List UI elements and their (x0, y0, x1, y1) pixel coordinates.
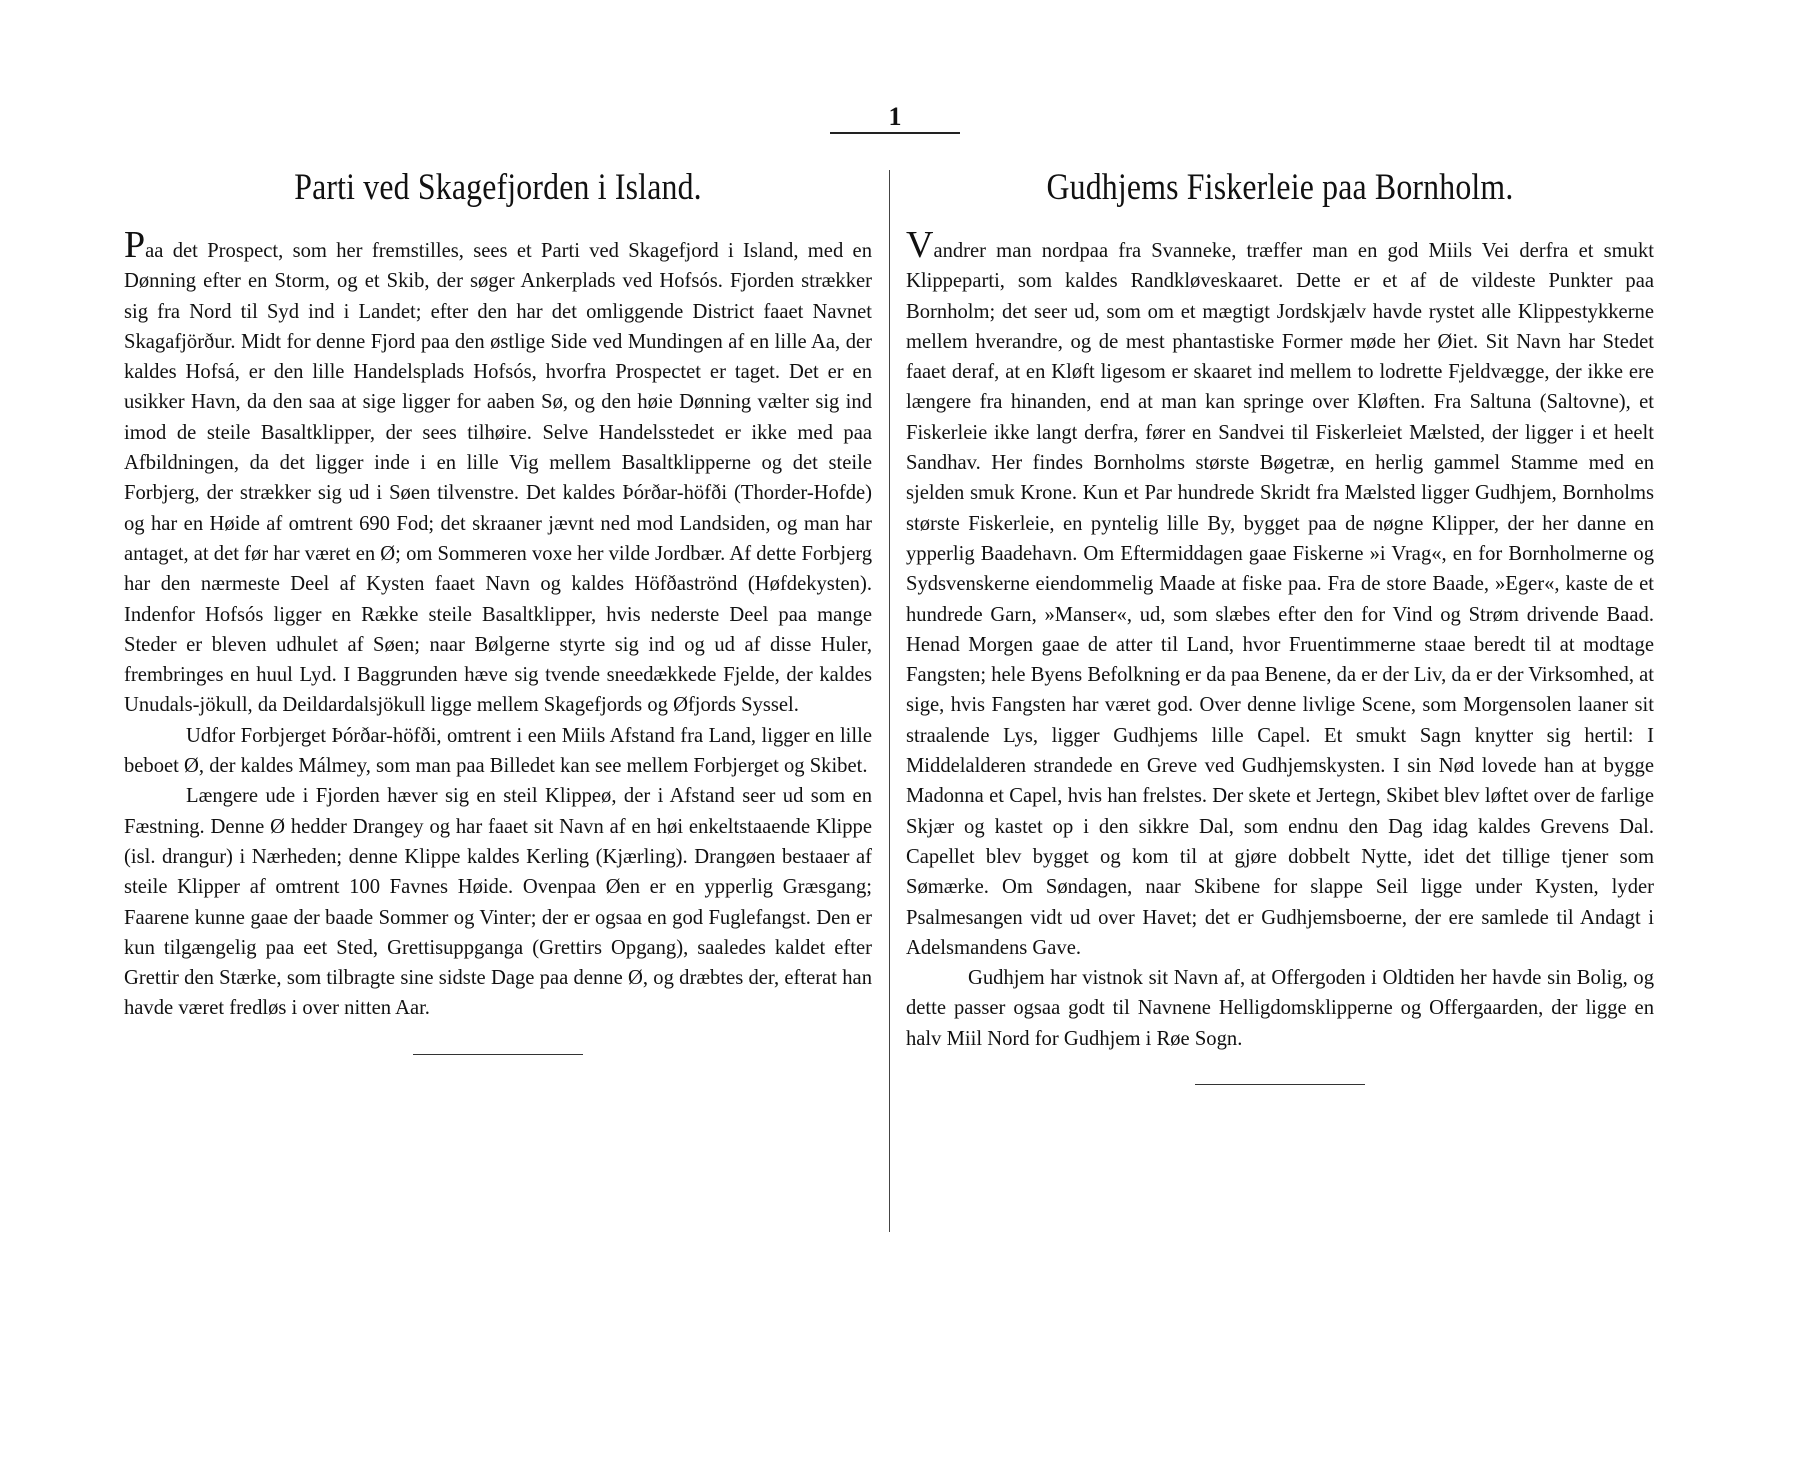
left-article-end-rule (413, 1054, 583, 1055)
right-article-paragraph-2: Gudhjem har vistnok sit Navn af, at Offergoden i Oldtiden her havde sin Bolig, og dette passer ogsaa godt til Navnene Helligdomsklipperne og Offergaarden, der ligge en halv Miil Nord for Gudhjem i Røe Sogn. (906, 967, 1654, 1050)
right-article-paragraph-1: Vandrer man nordpaa fra Svanneke, træffer man en god Miils Vei derfra et smukt Klippeparti, som kaldes Randkløveskaaret. Dette er et af de vildeste Punkter paa Bornholm; det seer ud, som om et mægtigt Jordskjælv havde rystet alle Klippestykkerne mellem hverandre, og de mest phantastiske Former møde her Øiet. Sit Navn har Stedet faaet deraf, at en Kløft ligesom er skaaret ind mellem to lodrette Fjeldvægge, der ikke ere længere fra hinanden, end at man kan springe over Kløften. Fra Saltuna (Saltovne), et Fiskerleie ikke langt derfra, fører en Sandvei til Fiskerleiet Mælsted, der ligger i et heelt Sandhav. Her findes Bornholms største Bøgetræ, en herlig gammel Stamme med en sjelden smuk Krone. Kun et Par hundrede Skridt fra Mælsted ligger Gudhjem, Bornholms største Fiskerleie, en pyntelig lille By, bygget paa de nøgne Klipper, der her danne en ypperlig Baadehavn. Om Eftermiddagen gaae Fiskerne »i Vrag«, en for Bornholmerne og Sydsvenskerne eiendommelig Maade at fiske paa. Fra de store Baade, »Eger«, kaste de et hundrede Garn, »Manser«, ud, som slæbes efter den for Vind og Strøm drivende Baad. Henad Morgen gaae de atter til Land, hvor Fruentimmerne staae beredt til at modtage Fangsten; hele Byens Befolkning er da paa Benene, da er der Liv, da er der Virksomhed, at sige, hvis Fangsten har været god. Over denne livlige Scene, som Morgensolen laaner sit straalende Lys, ligger Gudhjems lille Capel. Et smukt Sagn knytter sig hertil: I Middelalderen strandede en Greve ved Gudhjemskysten. I sin Nød lovede han at bygge Madonna et Capel, hvis han frelstes. Der skete et Jertegn, Skibet blev løftet over de farlige Skjær og kastet op i den sikkre Dal, som endnu den Dag idag kaldes Grevens Dal. Capellet blev bygget og kom til at gjøre dobbelt Nytte, idet det tillige tjener som Sømærke. Om Søndagen, naar Skibene for slappe Seil ligge under Kysten, lyder Psalmesangen vidt ud over Havet; det er Gudhjemsboerne, der ere samlede til Andagt i Adelsmandens Gave. (906, 224, 1654, 959)
page-number-rule (830, 132, 960, 134)
left-article (124, 166, 872, 1055)
right-article (906, 166, 1654, 1085)
column-divider (889, 170, 890, 1232)
left-article-paragraph-3: Længere ude i Fjorden hæver sig en steil Klippeø, der i Afstand seer ud som en Fæstning. Denne Ø hedder Drangey og har faaet sit Navn af en høi enkeltstaaende Klippe (isl. drangur) i Nærheden; denne Klippe kaldes Kerling (Kjærling). Drangøen bestaaer af steile Klipper af omtrent 100 Favnes Høide. Ovenpaa Øen er en ypperlig Græsgang; Faarene kunne gaae der baade Sommer og Vinter; der er ogsaa en god Fuglefangst. Den er kun tilgængelig paa eet Sted, Grettisuppganga (Grettirs Opgang), saaledes kaldet efter Grettir den Stærke, som tilbragte sine sidste Dage paa denne Ø, og dræbtes der, efterat han havde været fredløs i over nitten Aar. (124, 785, 872, 1020)
page-number: 1 (888, 102, 902, 131)
left-article-paragraph-1: Paa det Prospect, som her fremstilles, sees et Parti ved Skagefjord i Island, med en Dønning efter en Storm, og et Skib, der søger Ankerplads ved Hofsós. Fjorden strækker sig fra Nord til Syd ind i Landet; efter den har det omliggende District faaet Navnet Skagafjörður. Midt for denne Fjord paa den østlige Side ved Mundingen af en lille Aa, der kaldes Hofsá, er den lille Handelsplads Hofsós, hvorfra Prospectet er taget. Det er en usikker Havn, da den saa at sige ligger for aaben Sø, og den høie Dønning vælter sig ind imod de steile Basaltklipper, der sees tilhøire. Selve Handelsstedet er ikke med paa Afbildningen, da det ligger inde i en lille Vig mellem Basaltklipperne og det steile Forbjerg, der strækker sig ud i Søen tilvenstre. Det kaldes Þórðar-höfði (Thorder-Hofde) og har en Høide af omtrent 690 Fod; det skraaner jævnt ned mod Landsiden, og man har antaget, at det før har været en Ø; om Sommeren voxe her vilde Jordbær. Af dette Forbjerg har den nærmeste Deel af Kysten faaet Navn og kaldes Höfðaströnd (Høfdekysten). Indenfor Hofsós ligger en Række steile Basaltklipper, hvis nederste Deel paa mange Steder er bleven udhulet af Søen; naar Bølgerne styrte sig ind og ud af disse Huler, frembringes en huul Lyd. I Baggrunden hæve sig tvende sneedækkede Fjelde, der kaldes Unudals-jökull, da Deildardalsjökull ligge mellem Skagefjords og Øfjords Syssel. (124, 224, 872, 717)
right-article-title: Gudhjems Fiskerleie paa Bornholm. (1046, 167, 1514, 208)
left-article-title: Parti ved Skagefjorden i Island. (294, 167, 702, 208)
left-article-paragraph-2: Udfor Forbjerget Þórðar-höfði, omtrent i een Miils Afstand fra Land, ligger en lille beboet Ø, der kaldes Málmey, som man paa Billedet kan see mellem Forbjerget og Skibet. (124, 724, 872, 778)
right-article-end-rule (1195, 1084, 1365, 1085)
